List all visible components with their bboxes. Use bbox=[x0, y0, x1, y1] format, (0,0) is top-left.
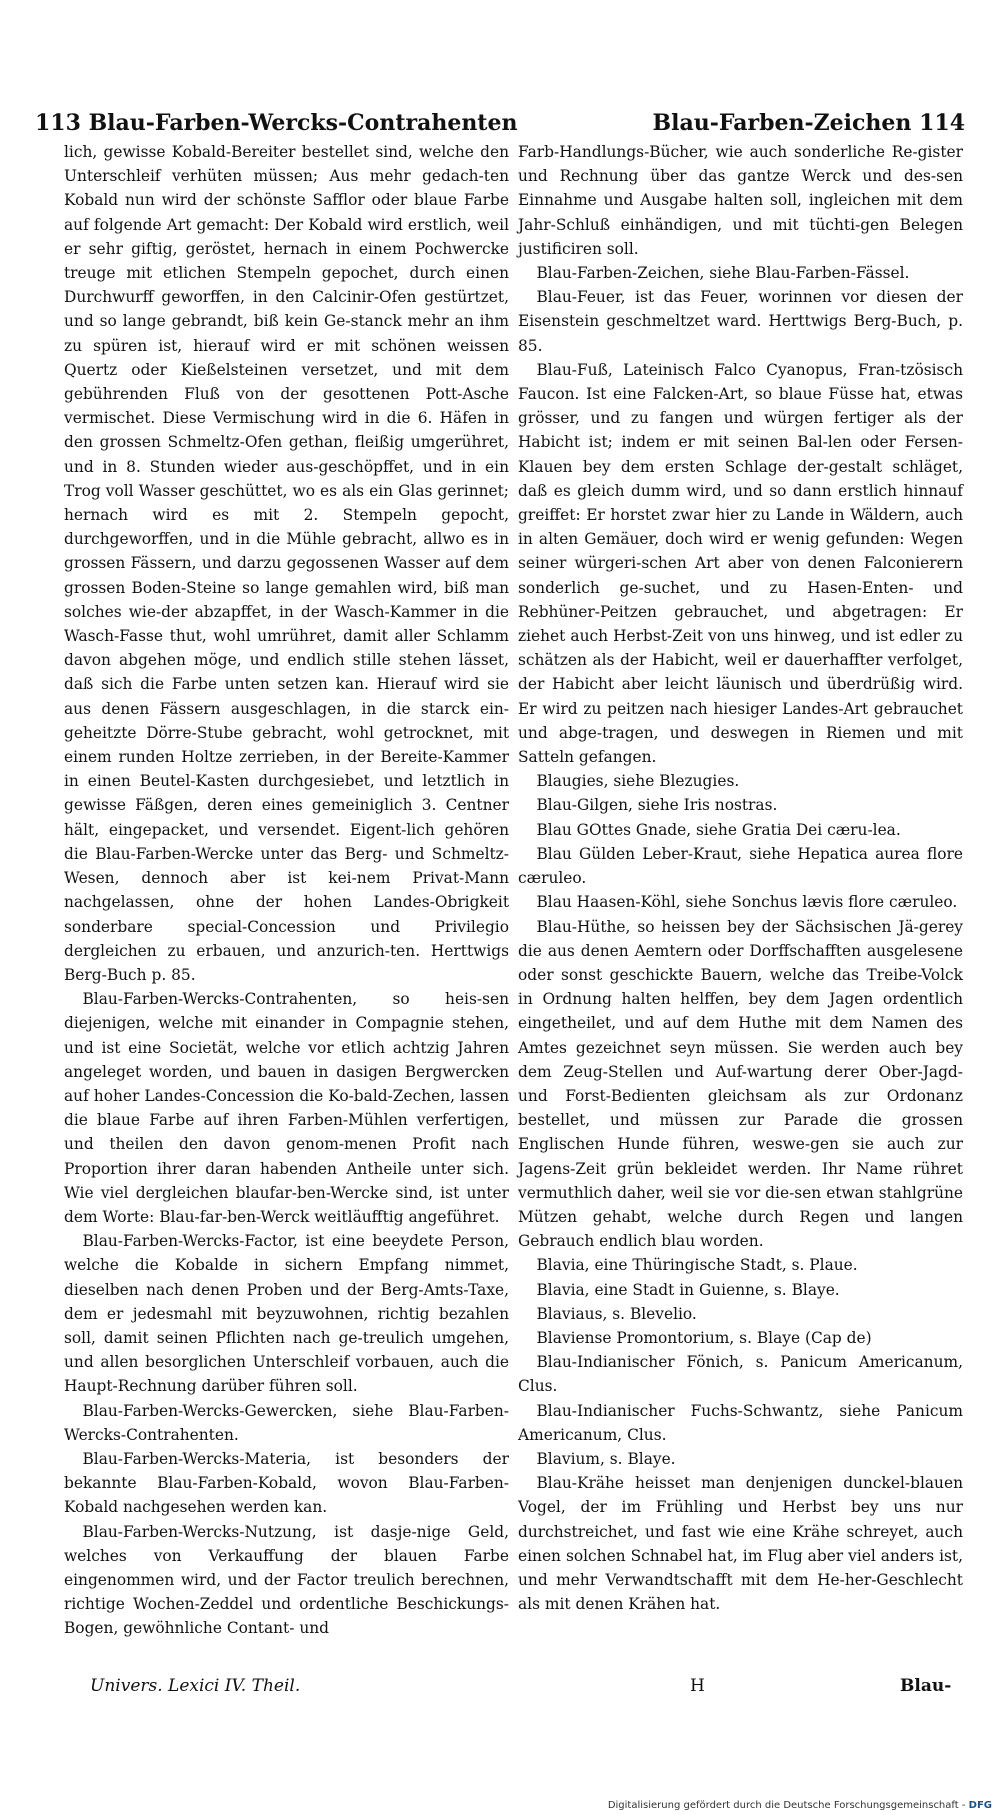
entry-paragraph: Blau-Farben-Wercks-Materia, ist besonders der bekannte Blau-Farben-Kobald, wovon Blau-Farben-Kobald nachgesehen werden kan. bbox=[64, 1449, 509, 1517]
entry-paragraph: Blau-Farben-Wercks-Factor, ist eine beeydete Person, welche die Kobalde in sichern Empfang nimmet, dieselben nach denen Proben und der Berg-Amts-Taxe, dem er jedesmahl mit beyzuwohnen, richtig bezahlen soll, damit seinen Pflichten nach ge-treulich umgehen, und allen besorglichen Unterschleif vorbauen, auch die Haupt-Rechnung darüber führen soll. bbox=[64, 1232, 509, 1396]
entry-paragraph: Blau-Indianischer Fönich, s. Panicum Americanum, Clus. bbox=[518, 1353, 963, 1396]
entry-paragraph: Blavia, eine Stadt in Guienne, s. Blaye. bbox=[536, 1280, 840, 1299]
footer-signature: H bbox=[690, 1676, 705, 1696]
left-column bbox=[64, 140, 509, 1641]
digitization-credit bbox=[608, 1800, 992, 1811]
entry-paragraph: Blau-Krähe heisset man denjenigen dunckel-blauen Vogel, der im Frühling und Herbst bey uns nur durchstreichet, und fast wie eine Krähe schreyet, auch einen solchen Schnabel hat, im Flug aber viel anders ist, und mehr Verwandtschafft mit dem He-her-Geschlecht als mit denen Krähen hat. bbox=[518, 1474, 963, 1614]
entry-paragraph: Blaugies, siehe Blezugies. bbox=[536, 772, 740, 791]
right-column bbox=[518, 140, 963, 1616]
entry-paragraph: Blaviaus, s. Blevelio. bbox=[536, 1304, 697, 1323]
running-header-left: 113 Blau-Farben-Wercks-Contrahenten bbox=[35, 110, 518, 136]
entry-paragraph: Blau-Farben-Zeichen, siehe Blau-Farben-Fässel. bbox=[536, 264, 910, 283]
running-header-right: Blau-Farben-Zeichen 114 bbox=[652, 110, 965, 136]
footer-volume: Univers. Lexici IV. Theil. bbox=[90, 1676, 301, 1696]
entry-paragraph: Blaviense Promontorium, s. Blaye (Cap de) bbox=[536, 1328, 872, 1347]
entry-paragraph: Farb-Handlungs-Bücher, wie auch sonderliche Re-gister und Rechnung über das gantze Werck und des-sen Einnahme und Ausgabe halten soll, ingleichen mit dem Jahr-Schluß einhändigen, und mit tüchti-gen Belegen justificiren soll. bbox=[518, 143, 963, 258]
entry-paragraph: Blau-Fuß, Lateinisch Falco Cyanopus, Fran-tzösisch Faucon. Ist eine Falcken-Art, so blaue Füsse hat, etwas grösser, und zu fangen und würgen fertiger als der Habicht ist; indem er mit seinen Bal-len oder Fersen-Klauen bey dem ersten Schlage der-gestalt schläget, daß es gleich dumm wird, und so dann erstlich hinnauf greiffet: Er horstet zwar hier zu Lande in Wäldern, auch in alten Gemäuer, doch wird er wenig gefunden: Wegen seiner würgeri-schen Art aber von denen Falconierern sonderlich ge-suchet, und zu Hasen-Enten- und Rebhüner-Peitzen gebrauchet, und abgetragen: Er ziehet auch Herbst-Zeit von uns hinweg, und ist edler zu schätzen als der Habicht, weil er dauerhaffter verfolget, der Habicht aber leicht läunisch und überdrüßig wird. Er wird zu peitzen nach hiesiger Landes-Art gebrauchet und abge-tragen, und deswegen in Riemen und mit Satteln gefangen. bbox=[518, 360, 963, 767]
entry-paragraph: lich, gewisse Kobald-Bereiter bestellet sind, welche den Unterschleif verhüten müssen; Aus mehr gedach-ten Kobald nun wird der schönste Safflor oder blaue Farbe auf folgende Art gemacht: Der Kobald wird erstlich, weil er sehr giftig, geröstet, hernach in einem Pochwercke treuge mit etlichen Stempeln gepochet, durch einen Durchwurff geworffen, in den Calcinir-Ofen gestürtzet, und so lange gebrandt, biß kein Ge-stanck mehr an ihm zu spüren ist, hierauf wird er mit schönen weissen Quertz oder Kießelsteinen versetzet, und mit dem gebührenden Fluß von der gesottenen Pott-Asche vermischet. Diese Vermischung wird in die 6. Häfen in den grossen Schmeltz-Ofen gethan, fleißig umgerühret, und in 8. Stunden wieder aus-geschöpffet, und in ein Trog voll Wasser geschüttet, wo es als ein Glas gerinnet; hernach wird es mit 2. Stempeln gepocht, durchgeworffen, und in die Mühle gebracht, allwo es in grossen Fässern, und darzu gegossenen Wasser auf dem grossen Boden-Steine so lange gemahlen wird, biß man solches wie-der abzapffet, in der Wasch-Kammer in die Wasch-Fasse thut, wohl umrühret, damit aller Schlamm davon abgehen möge, und endlich stille stehen lässet, daß sich die Farbe unten setzen kan. Hierauf wird sie aus denen Fässern ausgeschlagen, in die starck ein-geheitzte Dörre-Stube gebracht, wohl getrocknet, mit einem runden Holtze zerrieben, in der Bereite-Kammer in einen Beutel-Kasten durchgesiebet, und letztlich in gewisse Fäßgen, deren eines gemeiniglich 3. Centner hält, eingepacket, und versendet. Eigent-lich gehören die Blau-Farben-Wercke unter das Berg- und Schmeltz-Wesen, dennoch aber ist kei-nem Privat-Mann nachgelassen, ohne der hohen Landes-Obrigkeit sonderbare special-Concession und Privilegio dergleichen zu erbauen, und anzurich-ten. Herttwigs Berg-Buch p. 85. bbox=[64, 143, 509, 984]
entry-paragraph: Blau-Indianischer Fuchs-Schwantz, siehe Panicum Americanum, Clus. bbox=[518, 1401, 963, 1444]
entry-paragraph: Blau Gülden Leber-Kraut, siehe Hepatica aurea flore cæruleo. bbox=[518, 844, 963, 888]
credit-text: Digitalisierung gefördert durch die Deutsche Forschungsgemeinschaft - bbox=[607, 1800, 966, 1811]
entry-paragraph: Blau-Hüthe, so heissen bey der Sächsischen Jä-gerey die aus denen Aemtern oder Dorffschafften ausgelesene oder sonst geschickte Bauern, welche das Treibe-Volck in Ordnung halten helffen, bey dem Jagen ordentlich eingetheilet, und auf dem Huthe mit dem Namen des Amtes gezeichnet seyn müssen. Sie werden auch bey dem Zeug-Stellen und Auf-wartung derer Ober-Jagd- und Forst-Bedienten gleichsam als zur Ordonanz bestellet, und müssen zur Parade die grossen Englischen Hunde führen, weswe-gen sie auch zur Jagens-Zeit grün bekleidet werden. Ihr Name rühret vermuthlich daher, weil sie vor die-sen etwan stahlgrüne Mützen gehabt, welche durch Regen und langen Gebrauch endlich blau worden. bbox=[518, 917, 963, 1251]
dfg-logo: DFG bbox=[968, 1800, 992, 1811]
entry-paragraph: Blau Haasen-Köhl, siehe Sonchus lævis flore cæruleo. bbox=[536, 893, 958, 912]
entry-paragraph: Blau-Gilgen, siehe Iris nostras. bbox=[536, 796, 778, 815]
entry-paragraph: Blau GOttes Gnade, siehe Gratia Dei cæru-lea. bbox=[536, 820, 901, 839]
footer-catchword: Blau- bbox=[900, 1676, 952, 1696]
entry-paragraph: Blavia, eine Thüringische Stadt, s. Plaue. bbox=[536, 1256, 858, 1275]
entry-paragraph: Blau-Farben-Wercks-Contrahenten, so heis-sen diejenigen, welche mit einander in Compagnie stehen, und ist eine Societät, welche vor etlich achtzig Jahren angeleget worden, und bauen in dasigen Bergwercken auf hoher Landes-Concession die Ko-bald-Zechen, lassen die blaue Farbe auf ihren Farben-Mühlen verfertigen, und theilen den davon genom-menen Profit nach Proportion ihrer daran habenden Antheile unter sich. Wie viel dergleichen blaufar-ben-Wercke sind, ist unter dem Worte: Blau-far-ben-Werck weitläufftig angeführet. bbox=[64, 990, 509, 1226]
entry-paragraph: Blau-Farben-Wercks-Gewercken, siehe Blau-Farben-Wercks-Contrahenten. bbox=[64, 1401, 509, 1444]
entry-paragraph: Blau-Feuer, ist das Feuer, worinnen vor diesen der Eisenstein geschmeltzet ward. Herttwigs Berg-Buch, p. 85. bbox=[518, 288, 963, 355]
entry-paragraph: Blau-Farben-Wercks-Nutzung, ist dasje-nige Geld, welches von Verkauffung der blauen Farbe eingenommen wird, und der Factor treulich berechnen, richtige Wochen-Zeddel und ordentliche Beschickungs-Bogen, gewöhnliche Contant- und bbox=[64, 1522, 509, 1638]
entry-paragraph: Blavium, s. Blaye. bbox=[536, 1449, 676, 1468]
